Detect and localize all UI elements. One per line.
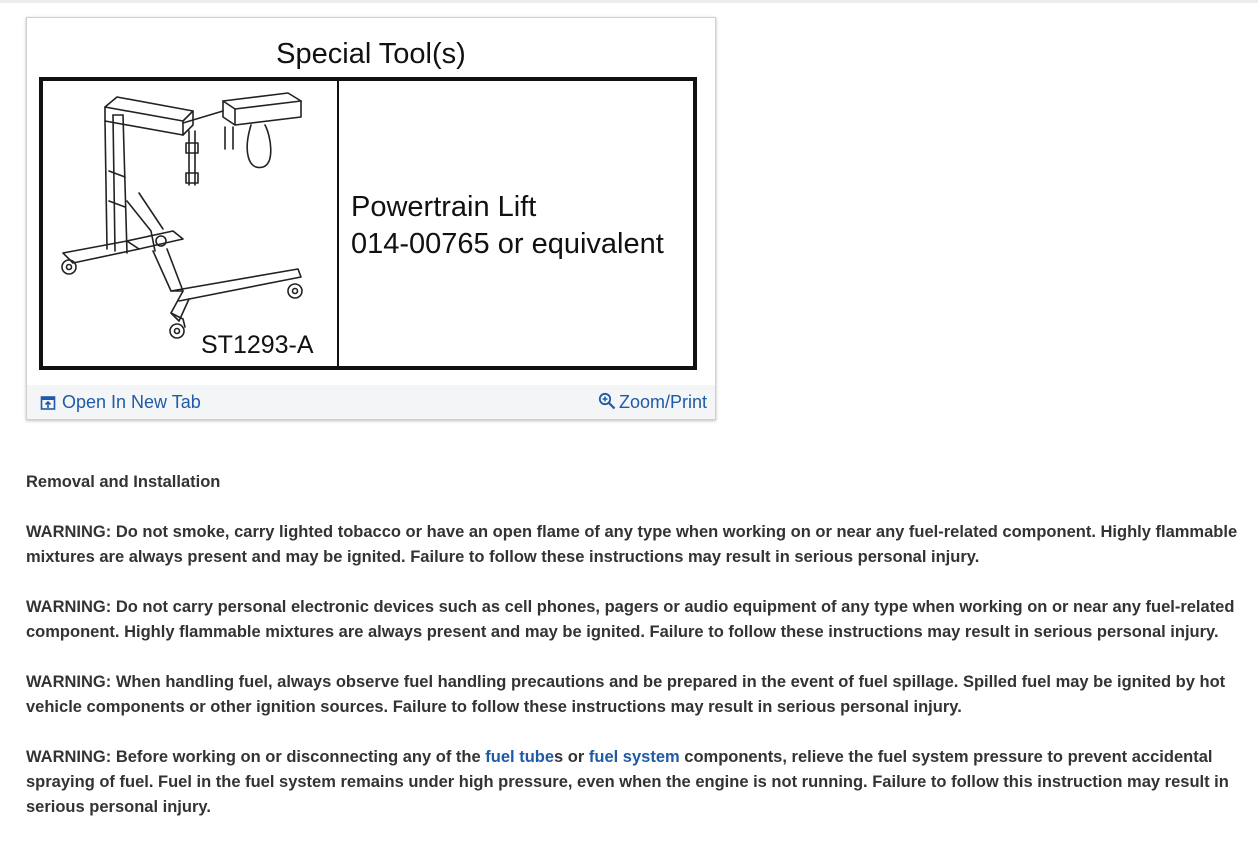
table-divider	[337, 81, 339, 366]
warning-fuel-pressure	[26, 745, 1241, 820]
section-heading: Removal and Installation	[26, 473, 221, 491]
warning-smoking: WARNING: Do not smoke, carry lighted tobacco or have an open flame of any type when working on or near any fuel-related component. Highly flammable mixtures are always present and may be ignited. Failure to follow these instructions may result in serious personal injury.	[26, 523, 1238, 566]
procedure-content	[26, 470, 1241, 845]
special-tools-figure	[26, 17, 716, 420]
fuel-system-link[interactable]: fuel system	[588, 748, 680, 766]
warning-fuel-pressure-mid: s or	[554, 748, 589, 766]
zoom-print-link[interactable]	[598, 392, 707, 413]
top-border	[0, 0, 1258, 3]
tool-description	[351, 189, 664, 263]
open-in-new-tab-label: Open In New Tab	[62, 392, 201, 412]
powertrain-lift-illustration	[43, 81, 337, 366]
tool-code-label: ST1293-A	[201, 331, 314, 359]
tool-table	[39, 77, 697, 370]
open-in-new-tab-link[interactable]	[40, 392, 201, 413]
open-new-tab-icon	[40, 395, 56, 411]
figure-title: Special Tool(s)	[276, 38, 466, 70]
tool-number: 014-00765 or equivalent	[351, 228, 664, 260]
zoom-print-label: Zoom/Print	[618, 392, 707, 412]
fuel-tube-link[interactable]: fuel tube	[485, 748, 555, 766]
figure-footer	[27, 385, 715, 419]
warning-fuel-handling: WARNING: When handling fuel, always observe fuel handling precautions and be prepared in the event of fuel spillage. Spilled fuel may be ignited by hot vehicle components or other ignition sources. Failure to follow these instructions may result in serious personal injury.	[26, 673, 1226, 716]
warning-electronic-devices: WARNING: Do not carry personal electronic devices such as cell phones, pagers or audio equipment of any type when working on or near any fuel-related component. Highly flammable mixtures are always present and may be ignited. Failure to follow these instructions may result in serious personal injury.	[26, 598, 1235, 641]
warning-fuel-pressure-suffix: components, relieve the fuel system pressure to prevent accidental spraying of fuel. Fuel in the fuel system remains under high pressure, even when the engine is not running. Failure to follow this instruction may result in serious personal injury.	[26, 748, 1229, 816]
zoom-in-icon	[598, 392, 616, 410]
tool-name: Powertrain Lift	[351, 191, 537, 223]
warning-fuel-pressure-prefix: WARNING: Before working on or disconnecting any of the	[26, 748, 486, 766]
